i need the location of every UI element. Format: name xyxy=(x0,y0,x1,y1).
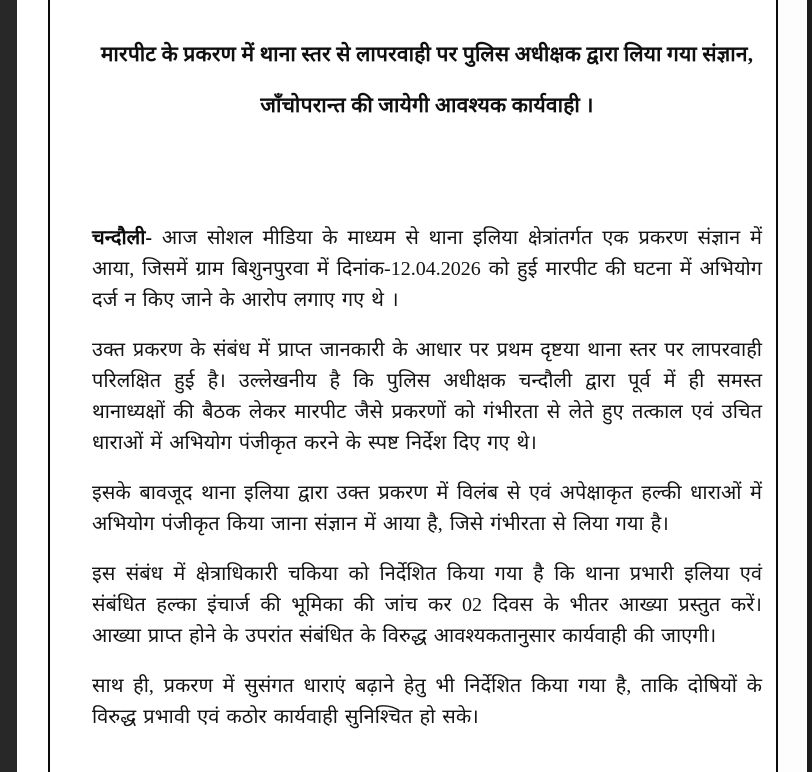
document-content xyxy=(50,0,776,772)
right-gutter xyxy=(778,0,807,772)
paragraph-3-text: इसके बावजूद थाना इलिया द्वारा उक्त प्रकरण में विलंब से एवं अपेक्षाकृत हल्की धाराओं में अभियोग पंजीकृत किया जाना संज्ञान में आया है, जिसे गंभीरता से लिया गया है। xyxy=(92,482,762,535)
paragraph-5 xyxy=(92,671,762,733)
paragraph-1-text: आज सोशल मीडिया के माध्यम से थाना इलिया क्षेत्रांतर्गत एक प्रकरण संज्ञान में आया, जिसमें ग्राम बिशुनपुरवा में दिनांक-12.04.2026 को हुई मारपीट की घटना में अभियोग दर्ज न किए जाने के आरोप लगाए गए थे । xyxy=(92,227,762,311)
right-edge-strip xyxy=(807,0,812,772)
document-page xyxy=(48,0,778,772)
paragraph-4 xyxy=(92,559,762,652)
paragraph-2 xyxy=(92,335,762,459)
paragraph-1 xyxy=(92,223,762,316)
left-edge-strip xyxy=(0,0,17,772)
paragraph-3 xyxy=(92,478,762,540)
paragraph-5-text: साथ ही, प्रकरण में सुसंगत धाराएं बढ़ाने हेतु भी निर्देशित किया गया है, ताकि दोषियों के विरुद्ध प्रभावी एवं कठोर कार्यवाही सुनिश्चित हो सके। xyxy=(92,675,762,728)
title-line-2: जाँचोपरान्त की जायेगी आवश्यक कार्यवाही । xyxy=(260,93,594,117)
dateline-lead: चन्दौली- xyxy=(92,227,153,249)
paragraph-2-text: उक्त प्रकरण के संबंध में प्राप्त जानकारी के आधार पर प्रथम दृष्टया थाना स्तर पर लापरवाही परिलक्षित हुई है। उल्लेखनीय है कि पुलिस अधीक्षक चन्दौली द्वारा पूर्व में ही समस्त थानाध्यक्षों की बैठक लेकर मारपीट जैसे प्रकरणों को गंभीरता से लेते हुए तत्काल एवं उचित धाराओं में अभियोग पंजीकृत करने के स्पष्ट निर्देश दिए गए थे। xyxy=(92,339,762,454)
paragraph-4-text: इस संबंध में क्षेत्राधिकारी चकिया को निर्देशित किया गया है कि थाना प्रभारी इलिया एवं संबंधित हल्का इंचार्ज की भूमिका की जांच कर 02 दिवस के भीतर आख्या प्रस्तुत करें। आख्या प्राप्त होने के उपरांत संबंधित के विरुद्ध आवश्यकतानुसार कार्यवाही की जाएगी। xyxy=(92,563,762,647)
title-line-1: मारपीट के प्रकरण में थाना स्तर से लापरवाही पर पुलिस अधीक्षक द्वारा लिया गया संज्ञान, xyxy=(100,42,754,66)
document-title xyxy=(92,40,762,119)
document-body xyxy=(92,223,762,733)
